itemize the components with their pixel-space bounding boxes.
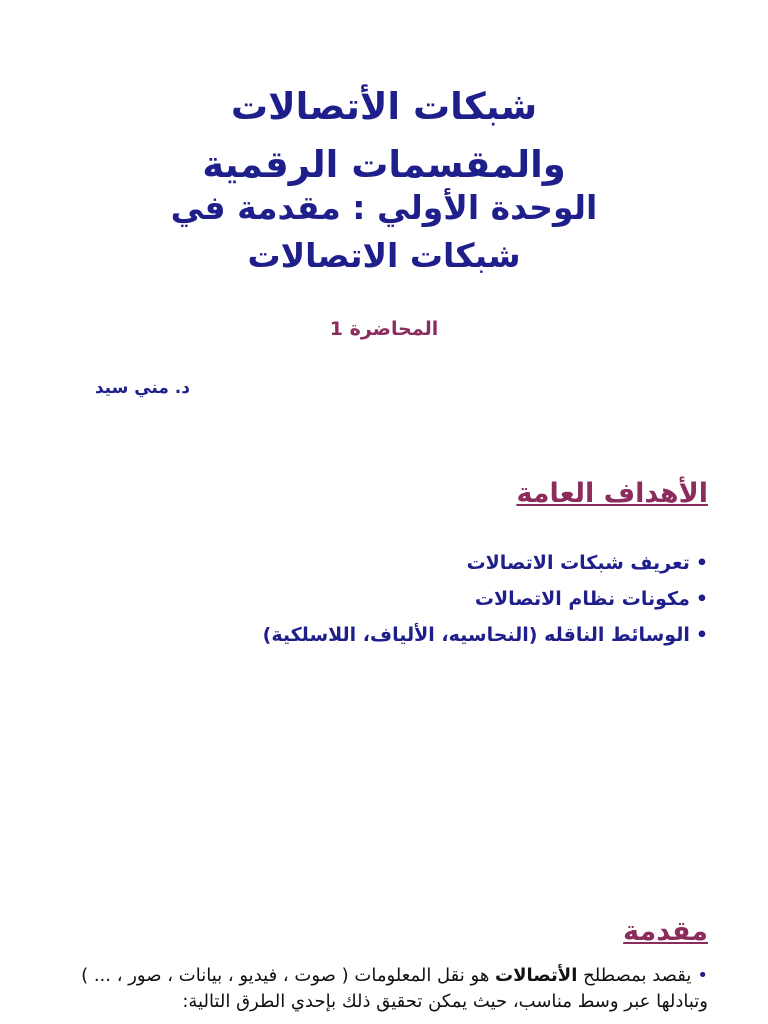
goals-list	[108, 545, 708, 653]
bullet-icon: •	[695, 552, 708, 574]
subtitle-line-1: الوحدة الأولي : مقدمة في	[170, 188, 598, 227]
goals-heading: الأهداف العامة	[516, 478, 708, 509]
list-item	[108, 581, 708, 617]
slide-title	[0, 78, 768, 194]
bullet-icon: •	[695, 588, 708, 610]
list-item	[58, 963, 708, 1015]
goal-text-2: مكونات نظام الاتصالات	[474, 588, 690, 610]
lecture-label: المحاضرة 1	[329, 318, 439, 340]
intro-text-rest: هو نقل المعلومات ( صوت ، فيديو ، بيانات ، صور ، ... ) وتبادلها عبر وسط مناسب، حيث يمكن تحقيق ذلك بإحدي الطرق التالية:	[81, 965, 708, 1012]
slide-subtitle	[0, 184, 768, 280]
list-item	[108, 617, 708, 653]
intro-term: الأتصالات	[495, 965, 578, 986]
goal-text-1: تعريف شبكات الاتصالات	[466, 552, 690, 574]
title-line-1: شبكات الأتصالات	[230, 85, 538, 128]
bullet-icon: •	[695, 624, 708, 646]
title-line-2: والمقسمات الرقمية	[202, 143, 566, 186]
intro-text-prefix: يقصد بمصطلح	[583, 965, 692, 986]
goal-text-3: الوسائط الناقله (النحاسيه، الألياف، اللاسلكية)	[262, 624, 690, 646]
bullet-icon: •	[697, 965, 708, 986]
list-item	[108, 545, 708, 581]
intro-heading: مقدمة	[623, 916, 708, 947]
author-name: د. مني سيد	[94, 378, 190, 398]
intro-list	[58, 963, 708, 1015]
subtitle-line-2: شبكات الاتصالات	[247, 236, 521, 275]
